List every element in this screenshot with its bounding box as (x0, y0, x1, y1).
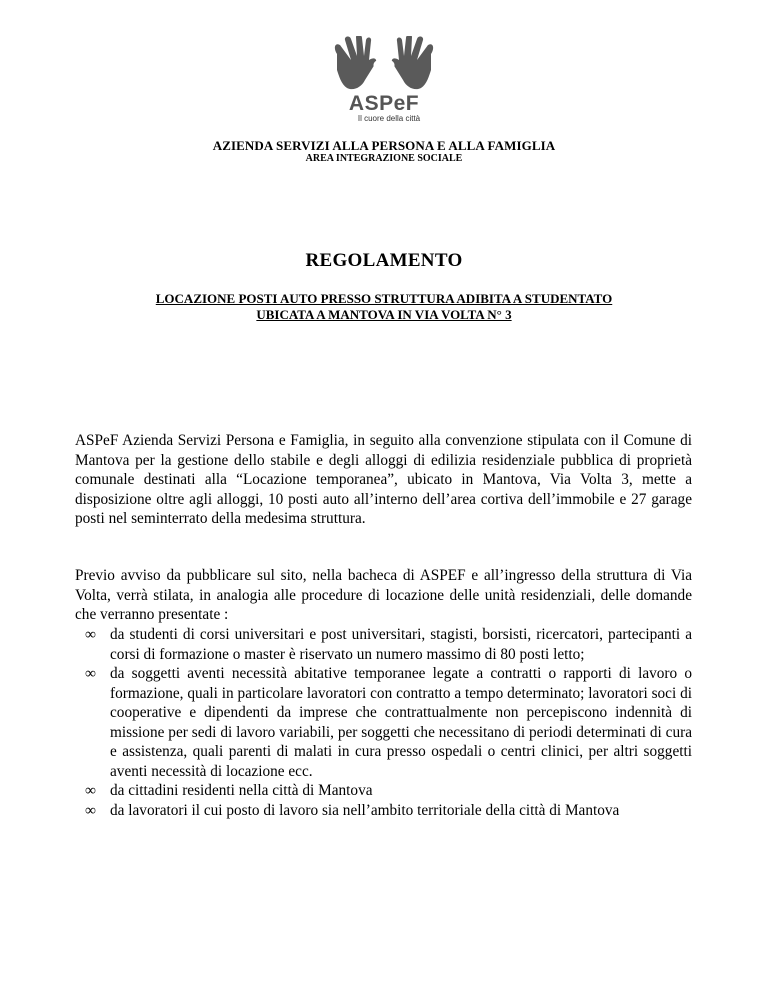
logo (0, 36, 768, 124)
brand-tagline: Il cuore della città (357, 114, 421, 123)
paragraph-notice: Previo avviso da pubblicare sul sito, nella bacheca di ASPEF e all’ingresso della struttura di Via Volta, verrà stilata, in analogia alle procedure di locazione delle unità residenziali, delle domande che verranno presentate : (75, 567, 692, 623)
subtitle-line-1: LOCAZIONE POSTI AUTO PRESSO STRUTTURA ADIBITA A STUDENTATO (155, 291, 613, 306)
list-item-text: da lavoratori il cui posto di lavoro sia nell’ambito territoriale della città di Mantova (110, 801, 620, 819)
infinity-bullet-icon: ∞ (85, 801, 96, 819)
infinity-bullet-icon: ∞ (85, 782, 96, 799)
list-item (75, 664, 692, 781)
paragraph-intro: ASPeF Azienda Servizi Persona e Famiglia, in seguito alla convenzione stipulata con il Comune di Mantova per la gestione dello stabile e degli alloggi di edilizia residenziale pubblica di proprietà comunale destinati alla “Locazione temporanea”, ubicato in Mantova, Via Volta 3, mette a disposizione oltre agli alloggi, 10 posti auto all’interno dell’area cortiva dell’immobile e 27 garage posti nel seminterrato della medesima struttura. (75, 432, 692, 527)
subtitle-line-2: UBICATA A MANTOVA IN VIA VOLTA N° 3 (256, 307, 512, 322)
document-subtitle (0, 291, 768, 323)
brand-name: ASPeF (348, 92, 420, 115)
list-item (75, 801, 692, 821)
list-item-text: da studenti di corsi universitari e post universitari, stagisti, borsisti, ricercatori, partecipanti a corsi di formazione o master è riservato un numero massimo di 80 posti letto; (110, 626, 692, 663)
document-title: REGOLAMENTO (305, 250, 463, 271)
infinity-bullet-icon: ∞ (85, 626, 96, 643)
list-item (75, 625, 692, 664)
applicant-list (75, 625, 692, 820)
aspef-hands-heart-icon (329, 36, 439, 92)
department-name: AREA INTEGRAZIONE SOCIALE (305, 153, 463, 164)
list-item-text: da cittadini residenti nella città di Mantova (110, 782, 373, 799)
organization-name: AZIENDA SERVIZI ALLA PERSONA E ALLA FAMIGLIA (212, 138, 556, 153)
infinity-bullet-icon: ∞ (85, 665, 96, 682)
list-item (75, 781, 692, 801)
list-item-text: da soggetti aventi necessità abitative temporanee legate a contratti o rapporti di lavoro o formazione, quali in particolare lavoratori con contratto a tempo determinato; lavoratori soci di cooperative e dipendenti da imprese che contrattualmente non percepiscono indennità di missione per sedi di lavoro variabili, per soggetti che necessitano di periodi determinati di cura e assistenza, quali parenti di malati in cura presso ospedali o centri clinici, per altri soggetti aventi necessità di locazione ecc. (110, 665, 692, 780)
